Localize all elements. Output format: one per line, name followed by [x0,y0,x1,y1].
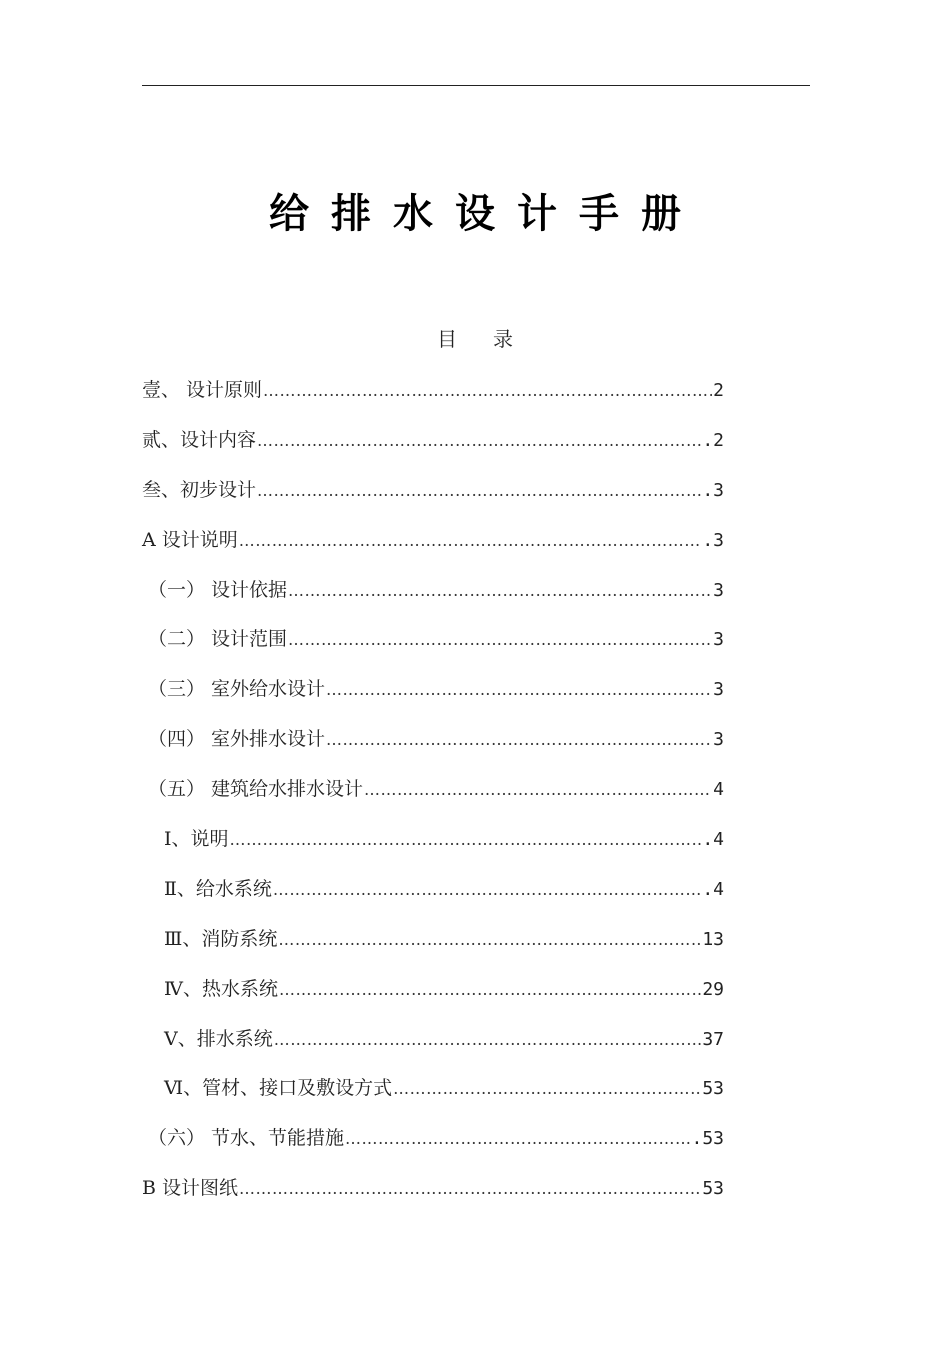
toc-entry-page: 3 [713,629,724,651]
dot-leader [257,476,701,506]
toc-entry-label: 贰、设计内容 [142,428,257,451]
toc-entry-page: 3 [713,579,724,601]
toc-entry[interactable] [142,575,724,625]
toc-entry-page: 4 [713,779,724,801]
toc-entry-label: Ⅳ、热水系统 [164,977,278,1000]
toc-entry[interactable] [142,1123,724,1173]
toc-entry-label: （四） 室外排水设计 [148,728,326,751]
dot-leader [230,825,702,855]
toc-entry-label: （二） 设计范围 [148,628,288,651]
toc-entry-label: （三） 室外给水设计 [148,678,326,701]
dot-leader [393,1074,701,1104]
toc-entry-page: 53 [702,1178,724,1200]
toc-entry-page: 3 [713,679,724,701]
toc-entry-page: 2 [713,380,724,401]
toc-entry-label: A 设计说明 [142,528,238,551]
toc-entry-label: Ⅰ、说明 [164,828,229,851]
toc-entry[interactable] [142,624,724,674]
toc-entry-page: 37 [702,1028,724,1050]
toc-entry[interactable] [142,824,724,874]
toc-entry[interactable] [142,774,724,824]
dot-leader [239,1174,701,1204]
toc-entry-label: 壹、 设计原则 [142,379,263,401]
dot-leader [345,1124,690,1154]
dot-leader [364,775,712,805]
dot-leader [326,675,712,705]
toc-entry-page: 29 [702,978,724,1000]
toc-entry[interactable] [142,974,724,1024]
document-title: 给排水设计手册 [269,191,703,237]
toc-entry[interactable] [142,375,724,425]
toc-entry-label: Ⅵ、管材、接口及敷设方式 [164,1077,393,1100]
toc-entry-page: 3 [713,729,724,751]
toc-entry-label: Ⅲ、消防系统 [164,927,278,950]
toc-entry-label: （五） 建筑给水排水设计 [148,778,364,801]
toc-entry-page: .3 [702,529,724,551]
header-rule [142,85,810,86]
table-of-contents [142,375,724,1223]
toc-entry[interactable] [142,1073,724,1123]
toc-entry[interactable] [142,874,724,924]
toc-entry-label: （六） 节水、节能措施 [148,1127,345,1150]
toc-entry[interactable] [142,724,724,774]
dot-leader [288,576,712,606]
dot-leader [273,875,701,905]
toc-entry[interactable] [142,924,724,974]
toc-entry-page: 53 [702,1078,724,1100]
toc-entry-page: .53 [691,1128,724,1150]
toc-entry-label: Ⅴ、排水系统 [164,1027,273,1050]
toc-entry[interactable] [142,425,724,475]
dot-leader [257,426,701,456]
dot-leader [278,925,701,955]
toc-entry-label: B 设计图纸 [142,1177,239,1200]
toc-entry[interactable] [142,1024,724,1074]
toc-entry[interactable] [142,674,724,724]
dot-leader [274,1025,702,1055]
toc-entry-page: .4 [702,878,724,900]
toc-entry[interactable] [142,475,724,525]
toc-entry[interactable] [142,1173,724,1223]
dot-leader [288,625,712,655]
toc-entry-label: 叁、初步设计 [142,478,257,501]
dot-leader [239,526,702,556]
dot-leader [326,725,712,755]
toc-entry[interactable] [142,525,724,575]
toc-entry-page: .3 [702,479,724,501]
toc-entry-page: 13 [702,928,724,950]
toc-entry-label: （一） 设计依据 [148,578,288,601]
toc-entry-page: .2 [702,429,724,451]
toc-heading: 目录 [437,327,549,351]
dot-leader [263,376,712,406]
toc-entry-label: Ⅱ、给水系统 [164,877,272,900]
toc-entry-page: .4 [702,829,724,851]
dot-leader [279,975,701,1005]
